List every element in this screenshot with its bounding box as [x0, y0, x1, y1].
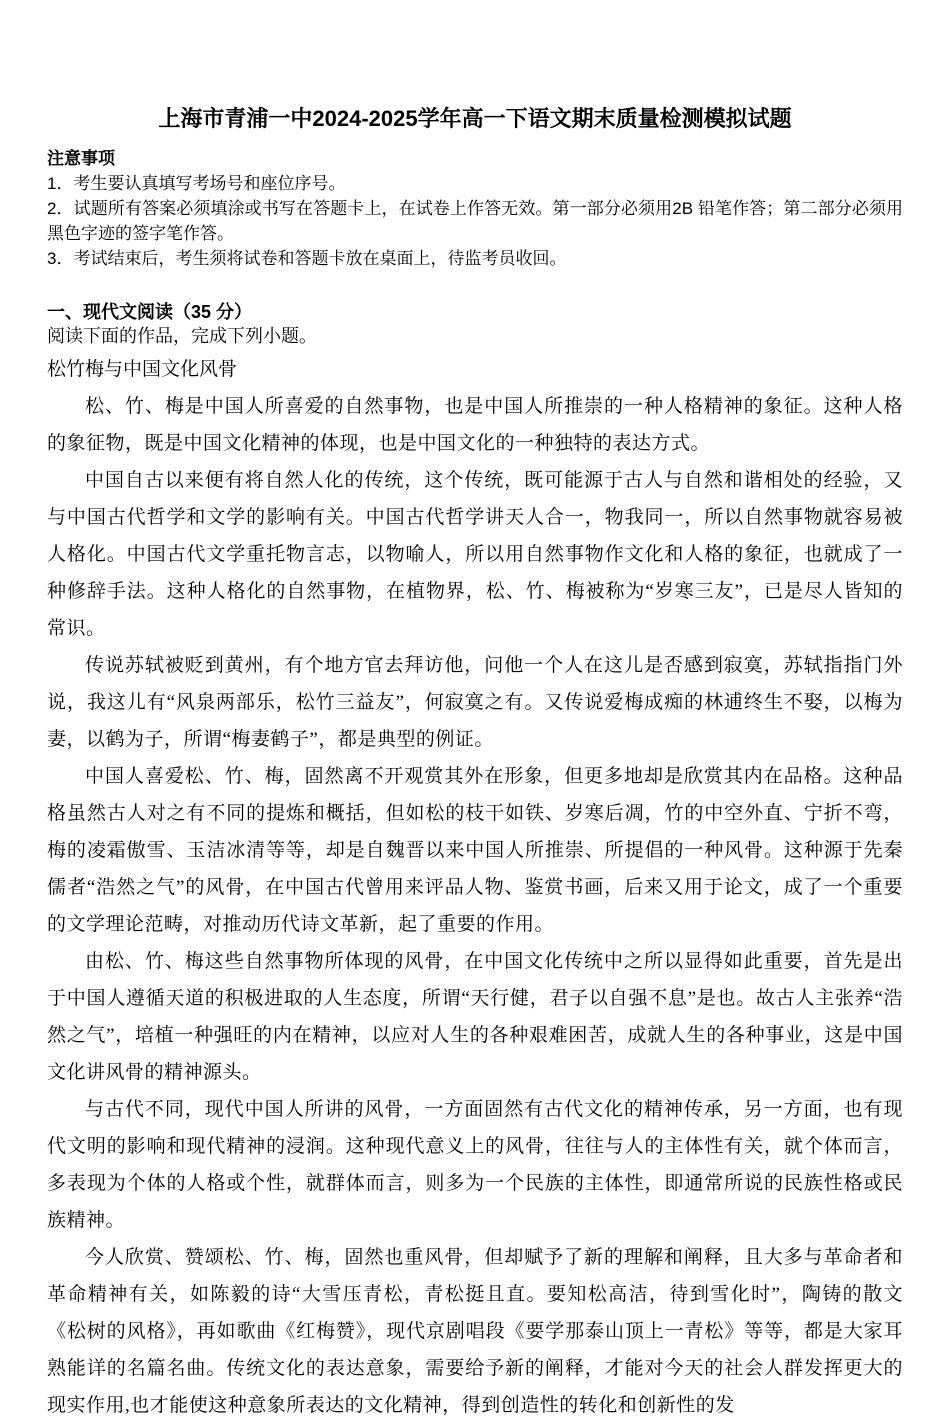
- notice-heading: 注意事项: [47, 149, 115, 168]
- essay-passage: [47, 351, 903, 1424]
- essay-paragraph-4: 中国人喜爱松、竹、梅，固然离不开观赏其外在形象，但更多地却是欣赏其内在品格。这种品格虽然古人对之有不同的提炼和概括，但如松的枝干如铁、岁寒后凋，竹的中空外直、宁折不弯，梅的凌霜傲雪、玉洁冰清等等，却是自魏晋以来中国人所推崇、所提倡的一种风骨。这种源于先秦儒者“浩然之气”的风骨，在中国古代曾用来评品人物、鉴赏书画，后来又用于论文，成了一个重要的文学理论范畴，对推动历代诗文革新，起了重要的作用。: [47, 766, 903, 935]
- essay-paragraph-5: 由松、竹、梅这些自然事物所体现的风骨，在中国文化传统中之所以显得如此重要，首先是出于中国人遵循天道的积极进取的人生态度，所谓“天行健，君子以自强不息”是也。故古人主张养“浩然之气”，培植一种强旺的内在精神，以应对人生的各种艰难困苦，成就人生的各种事业，这是中国文化讲风骨的精神源头。: [47, 951, 903, 1083]
- essay-paragraph-3: 传说苏轼被贬到黄州，有个地方官去拜访他，问他一个人在这儿是否感到寂寞，苏轼指指门外说，我这儿有“风泉两部乐，松竹三益友”，何寂寞之有。又传说爱梅成痴的林逋终生不娶，以梅为妻，以鹤为子，所谓“梅妻鹤子”，都是典型的例证。: [47, 655, 903, 750]
- notice-item-2: 2．试题所有答案必须填涂或书写在答题卡上，在试卷上作答无效。第一部分必须用2B 铅笔作答；第二部分必须用黑色字迹的签字笔作答。: [47, 199, 903, 243]
- essay-paragraph-7: 今人欣赏、赞颂松、竹、梅，固然也重风骨，但却赋予了新的理解和阐释，且大多与革命者和革命精神有关，如陈毅的诗“大雪压青松，青松挺且直。要知松高洁，待到雪化时”，陶铸的散文《松树的风格》，再如歌曲《红梅赞》，现代京剧唱段《要学那泰山顶上一青松》等等，都是大家耳熟能详的名篇名曲。传统文化的表达意象，需要给予新的阐释，才能对今天的社会人群发挥更大的现实作用,也才能使这种意象所表达的文化精神，得到创造性的转化和创新性的发: [47, 1247, 903, 1416]
- notice-section: [47, 146, 903, 271]
- reading-instruction: 阅读下面的作品，完成下列小题。: [47, 326, 317, 346]
- essay-title: 松竹梅与中国文化风骨: [47, 359, 238, 380]
- section-heading: 一、现代文阅读（35 分）: [47, 302, 253, 322]
- essay-paragraph-1: 松、竹、梅是中国人所喜爱的自然事物，也是中国人所推崇的一种人格精神的象征。这种人格的象征物，既是中国文化精神的体现，也是中国文化的一种独特的表达方式。: [47, 396, 903, 454]
- page-title: 上海市青浦一中2024-2025学年高一下语文期末质量检测模拟试题: [158, 106, 792, 131]
- essay-paragraph-6: 与古代不同，现代中国人所讲的风骨，一方面固然有古代文化的精神传承，另一方面，也有现代文明的影响和现代精神的浸润。这种现代意义上的风骨，往往与人的主体性有关，就个体而言，多表现为个体的人格或个性，就群体而言，则多为一个民族的主体性，即通常所说的民族性格或民族精神。: [47, 1099, 903, 1231]
- section-modern-text-reading: [47, 300, 903, 1424]
- notice-item-1: 1．考生要认真填写考场号和座位序号。: [47, 174, 346, 193]
- essay-paragraph-2: 中国自古以来便有将自然人化的传统，这个传统，既可能源于古人与自然和谐相处的经验，又与中国古代哲学和文学的影响有关。中国古代哲学讲天人合一，物我同一，所以自然事物就容易被人格化。中国古代文学重托物言志，以物喻人，所以用自然事物作文化和人格的象征，也就成了一种修辞手法。这种人格化的自然事物，在植物界，松、竹、梅被称为“岁寒三友”，已是尽人皆知的常识。: [47, 470, 903, 639]
- notice-item-3: 3．考试结束后，考生须将试卷和答题卡放在桌面上，待监考员收回。: [47, 249, 567, 268]
